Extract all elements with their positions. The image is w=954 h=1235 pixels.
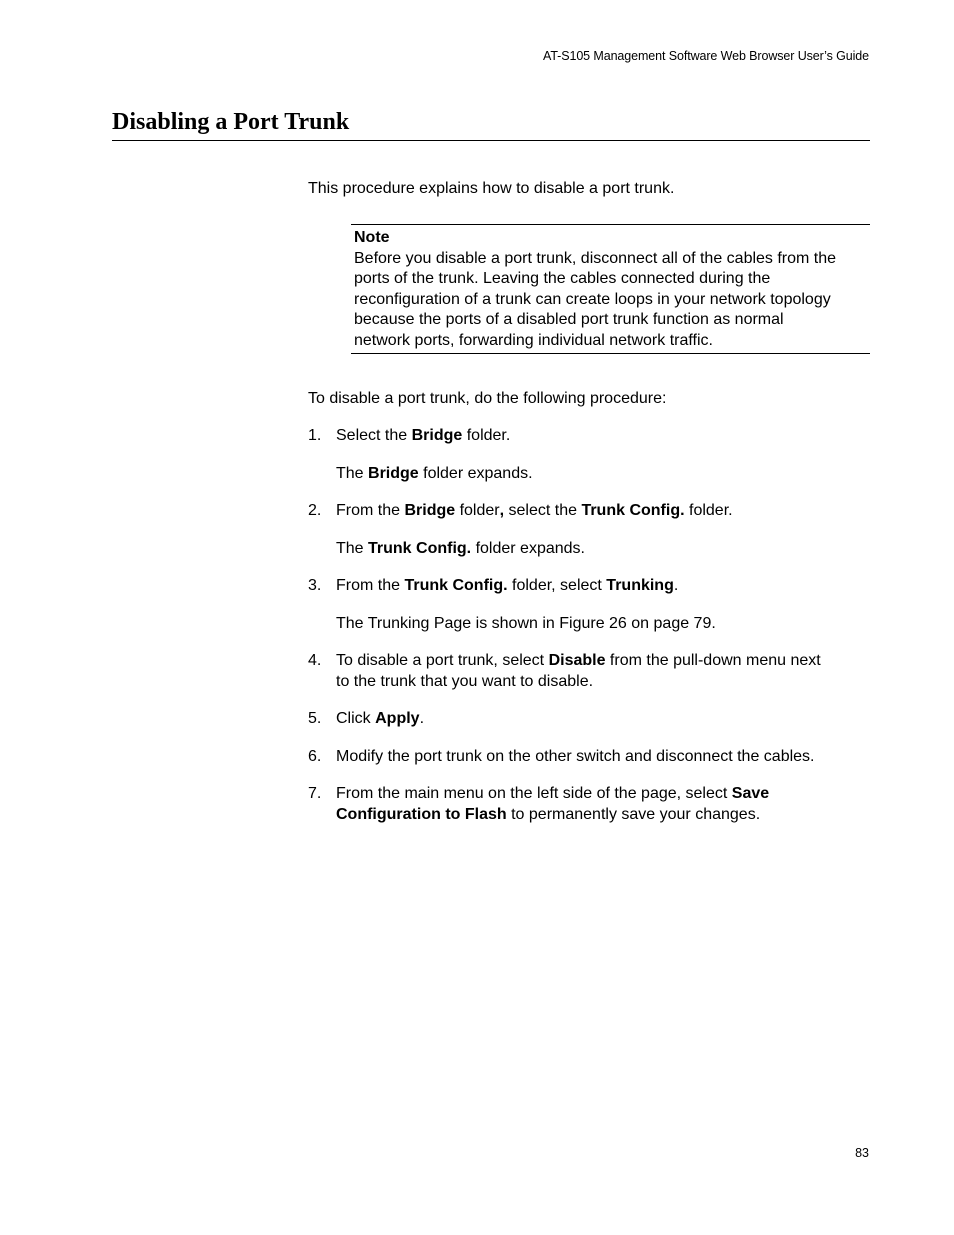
- step-number: 2.: [308, 502, 322, 519]
- procedure-steps: [308, 426, 870, 825]
- step-number: 5.: [308, 710, 322, 727]
- intro-paragraph: This procedure explains how to disable a port trunk.: [308, 180, 675, 197]
- step-number: 1.: [308, 427, 322, 444]
- note-heading: Note: [354, 229, 390, 246]
- step-5: [308, 709, 870, 730]
- step-1: [308, 426, 870, 484]
- step-2: [308, 501, 870, 559]
- section-title: Disabling a Port Trunk: [112, 109, 350, 135]
- note-line: Before you disable a port trunk, disconnect all of the cables from the: [354, 249, 837, 267]
- note-line: ports of the trunk. Leaving the cables connected during the: [354, 270, 771, 287]
- step-text: Modify the port trunk on the other switch and disconnect the cables.: [336, 747, 815, 765]
- step-result: The Trunking Page is shown in Figure 26 on page 79.: [336, 614, 716, 632]
- step-number: 7.: [308, 785, 322, 802]
- step-text: From the Bridge folder, select the Trunk Config. folder.: [336, 502, 733, 519]
- step-number: 6.: [308, 747, 322, 765]
- step-text: To disable a port trunk, select Disable from the pull-down menu next: [336, 652, 821, 669]
- step-result: The Trunk Config. folder expands.: [336, 539, 585, 557]
- step-text: Select the Bridge folder.: [336, 427, 511, 444]
- note-line: network ports, forwarding individual network traffic.: [354, 331, 713, 349]
- step-text-continued: Configuration to Flash to permanently save your changes.: [336, 805, 761, 823]
- step-3: [308, 576, 870, 634]
- step-7: [308, 784, 870, 825]
- step-number: 3.: [308, 577, 322, 594]
- step-text: From the Trunk Config. folder, select Trunking.: [336, 577, 679, 594]
- procedure-lead: To disable a port trunk, do the following procedure:: [308, 390, 667, 407]
- note-line: because the ports of a disabled port trunk function as normal: [354, 311, 784, 328]
- step-4: [308, 651, 870, 692]
- running-header: AT-S105 Management Software Web Browser User’s Guide: [543, 49, 869, 63]
- title-rule: [112, 140, 870, 141]
- note-box: [351, 224, 870, 354]
- step-result: The Bridge folder expands.: [336, 464, 533, 482]
- step-text-continued: to the trunk that you want to disable.: [336, 672, 594, 690]
- note-line: reconfiguration of a trunk can create loops in your network topology: [354, 290, 831, 308]
- step-number: 4.: [308, 652, 322, 669]
- page-number: 83: [855, 1146, 869, 1160]
- step-6: [308, 747, 870, 768]
- step-text: From the main menu on the left side of the page, select Save: [336, 785, 770, 802]
- step-text: Click Apply.: [336, 710, 425, 727]
